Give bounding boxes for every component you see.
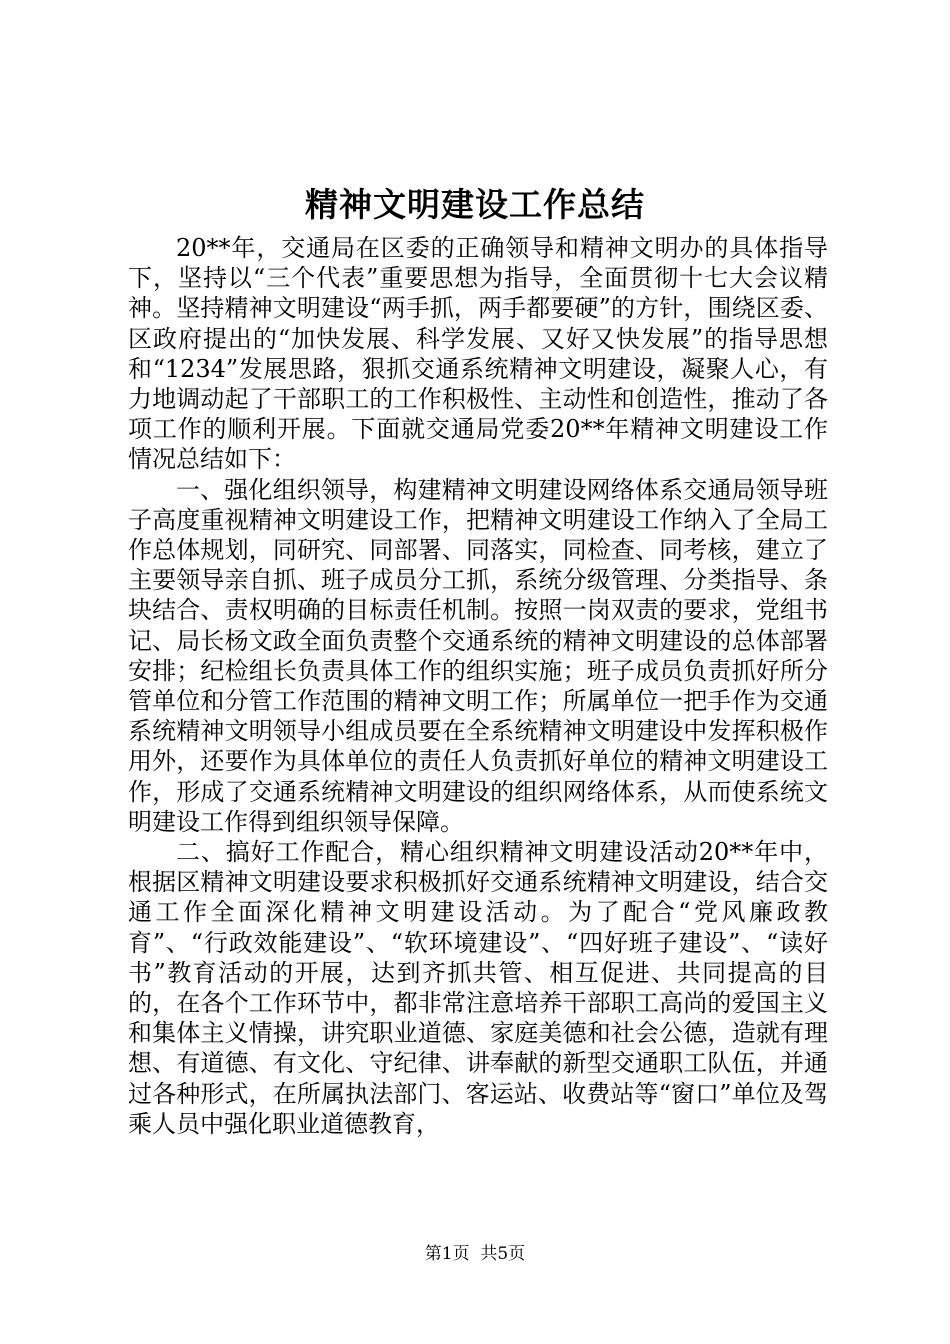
page-footer: [0, 1243, 950, 1265]
page-number: 第1页: [424, 1244, 470, 1264]
paragraph-section-1: 一、强化组织领导，构建精神文明建设网络体系交通局领导班子高度重视精神文明建设工作，把精神文明建设工作纳入了全局工作总体规划，同研究、同部署、同落实，同检查、同考核，建立了主要领导亲自抓、班子成员分工抓，系统分级管理、分类指导、条块结合、责权明确的目标责任机制。按照一岗双责的要求，党组书记、局长杨文政全面负责整个交通系统的精神文明建设的总体部署安排；纪检组长负责具体工作的组织实施；班子成员负责抓好所分管单位和分管工作范围的精神文明工作；所属单位一把手作为交通系统精神文明领导小组成员要在全系统精神文明建设中发挥积极作用外，还要作为具体单位的责任人负责抓好单位的精神文明建设工作，形成了交通系统精神文明建设的组织网络体系，从而使系统文明建设工作得到组织领导保障。: [128, 475, 828, 836]
document-title: 精神文明建设工作总结: [305, 185, 645, 224]
paragraph-intro: 20**年，交通局在区委的正确领导和精神文明办的具体指导下，坚持以“三个代表”重要思想为指导，全面贯彻十七大会议精神。坚持精神文明建设“两手抓，两手都要硬”的方针，围绕区委、区政府提出的“加快发展、科学发展、又好又快发展”的指导思想和“1234”发展思路，狠抓交通系统精神文明建设，凝聚人心，有力地调动起了干部职工的工作积极性、主动性和创造性，推动了各项工作的顺利开展。下面就交通局党委20**年精神文明建设工作情况总结如下：: [128, 234, 828, 474]
paragraph-section-2: 二、搞好工作配合，精心组织精神文明建设活动20**年中，根据区精神文明建设要求积极抓好交通系统精神文明建设，结合交通工作全面深化精神文明建设活动。为了配合“党风廉政教育”、“行政效能建设”、“软环境建设”、“四好班子建设”、“读好书”教育活动的开展，达到齐抓共管、相互促进、共同提高的目的，在各个工作环节中，都非常注意培养干部职工高尚的爱国主义和集体主义情操，讲究职业道德、家庭美德和社会公德，造就有理想、有道德、有文化、守纪律、讲奉献的新型交通职工队伍，并通过各种形式，在所属执法部门、客运站、收费站等“窗口”单位及驾乘人员中强化职业道德教育，: [128, 838, 828, 1138]
document-body: [128, 233, 828, 1139]
page-total: 共5页: [480, 1244, 526, 1264]
